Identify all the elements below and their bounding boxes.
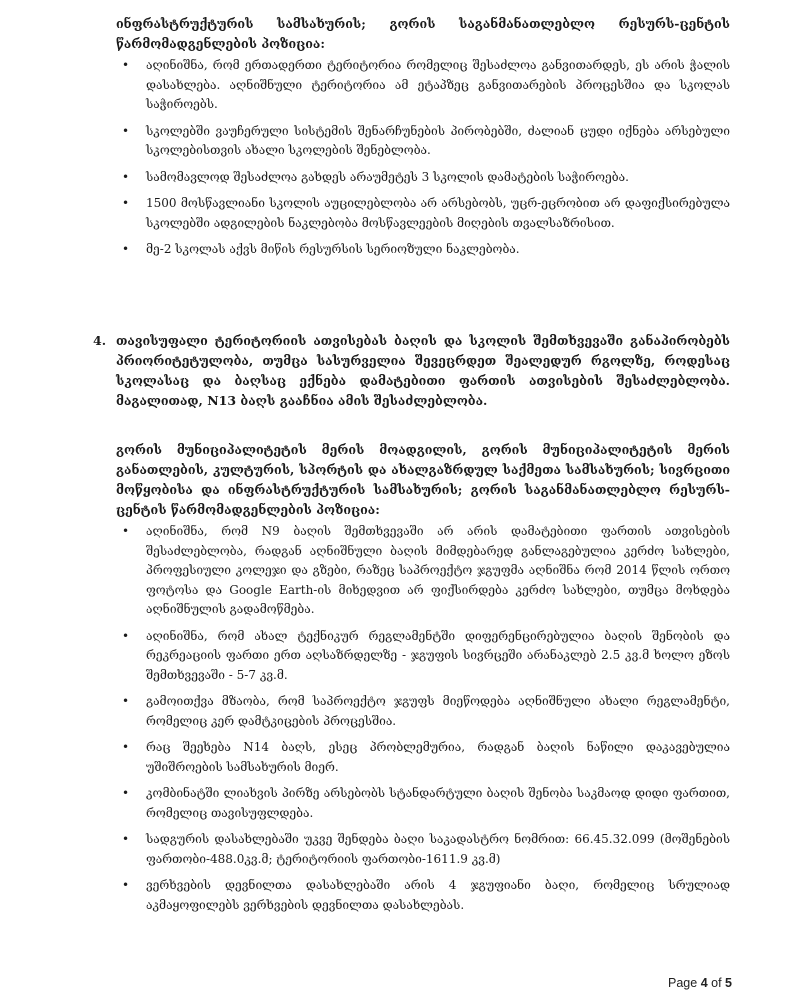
numbered-item-4	[93, 331, 730, 411]
bullet-icon: •	[122, 628, 130, 643]
list-item: • სადგურის დასახლებაში უკვე შენდება ბაღი საკადასტრო ნომრით: 66.45.32.099 (მოშენების ფართობი-488.0კვ.მ; ტერიტორიის ფართობი-1611.9 კვ.მ)	[122, 832, 730, 866]
bullet-icon: •	[122, 878, 130, 892]
list-item: • რაც შეეხება N14 ბაღს, ესეც პრობლემურია, რადგან ბაღის ნაწილი დაკავებულია უშიშროების სამსახურის მიერ.	[122, 740, 730, 774]
bullet-icon: •	[122, 740, 130, 754]
list-item: • აღინიშნა, რომ N9 ბაღის შემთხვევაში არ არის დამატებითი ფართის ათვისების შესაძლებლობა, რადგან აღნიშნული ბაღის მიმდებარედ განლაგებულია კერძო სახლები, პროფესიული კოლეჯი და გზები, რაზეც საპროექტო ჯგუფმა აღნიშნა რომ 2014 წლის ორთო ფოტოსა და Google Earth-ის მიხედვით არ ფიქსირდება კერძო სახლები, თუმცა მოხდება აღნიშნულის გადამოწმება.	[122, 524, 730, 616]
bullet-icon: •	[122, 123, 130, 138]
list-item: • მე-2 სკოლას აქვს მიწის რესურსის სერიოზული ნაკლებობა.	[116, 240, 730, 260]
page-label: Page	[668, 976, 698, 990]
item-4-text: თავისუფალი ტერიტორიის ათვისებას ბაღის და სკოლის შემთხვევაში განაპირობებს პრიორიტეტულობა, თუმცა სასურველია შევეცრდეთ შეალედურ რგოლზე, როდესაც სკოლასაც და ბაღსაც ექნება დამატებითი ფართის ათვისების შესაძლებლობა. მაგალითად, N13 ბაღს გააჩნია ამის შესაძლებლობა.	[116, 333, 730, 408]
page-number-footer	[668, 976, 732, 990]
bullet-icon: •	[122, 524, 130, 538]
section-top-bullets	[116, 56, 730, 260]
page-total: 5	[725, 976, 732, 990]
list-item: • 1500 მოსწავლიანი სკოლის აუცილებლობა არ არსებობს, უცრ-ეცრობით არ დაფიქსირებულა სკოლებში ადგილების ნაკლებობა მოსწავლეების მიღების თვალსაზრისით.	[122, 196, 730, 230]
list-item: • კომბინატში ლიახვის პირზე არსებობს სტანდარტული ბაღის შენობა საკმაოდ დიდი ფართით, რომელიც თავისუფლდება.	[122, 786, 730, 820]
of-label: of	[711, 976, 722, 990]
section-bottom-heading: გორის მუნიციპალიტეტის მერის მოადგილის, გორის მუნიციპალიტეტის მერის განათლების, კულტურის, სპორტის და ახალგაზრდულ საქმეთა სამსახურის; სივრცითი მოწყობისა და ინფრასტრუქტურის სამსახურის; გორის საგანმანათლებლო რესურს-ცენტის წარმომადგენლების პოზიცია:	[116, 442, 730, 517]
bullet-icon: •	[122, 786, 130, 800]
list-item: • სკოლებში ვაუჩერული სისტემის შენარჩუნების პირობებში, ძალიან ცუდი იქნება არსებული სკოლებისთვის ახალი სკოლების შენებლობა.	[122, 123, 730, 157]
list-item: • აღინიშნა, რომ ერთადერთი ტერიტორია რომელიც შესაძლოა განვითარდეს, ეს არის ჭალის დასახლება. აღნიშნული ტერიტორია ამ ეტაპზეც განვითარების პროცესშია და სკოლას საჭიროებს.	[122, 58, 730, 111]
bullet-icon: •	[122, 832, 130, 846]
bullet-icon: •	[122, 58, 130, 72]
page-current: 4	[700, 976, 708, 990]
list-item: • სამომავლოდ შესაძლოა გახდეს არაუმეტეს 3 სკოლის დამატების საჭიროება.	[116, 168, 730, 188]
bullet-icon: •	[122, 242, 130, 256]
list-item: • ვერხვების დევნილთა დასახლებაში არის 4 ჯგუფიანი ბაღი, რომელიც სრულიად აკმაყოფილებს ვერხვების დევნილთა დასახლებას.	[122, 878, 730, 912]
section-top	[116, 14, 730, 267]
list-item: • აღინიშნა, რომ ახალ ტექნიკურ რეგლამენტში დიფერენცირებულია ბაღის შენობის და რეკრეაციის ფართი ერთ აღსაზრდელზე - ჯგუფის სივრცეში არანაკლებ 2.5 კვ.მ ხოლო ეზოს შემთხვევაში - 5-7 კვ.მ.	[122, 628, 730, 682]
section-bottom-bullets	[116, 522, 730, 915]
bullet-icon: •	[122, 169, 130, 184]
list-item: • გამოითქვა მზაობა, რომ საპროექტო ჯგუფს მიეწოდება აღნიშნული ახალი რეგლამენტი, რომელიც კერ დამტკიცების პროცესშია.	[122, 694, 730, 728]
section-bottom	[116, 440, 730, 922]
section-top-heading: ინფრასტრუქტურის სამსახურის; გორის საგანმანათლებლო რესურს-ცენტის წარმომადგენლების პოზიცია:	[116, 16, 730, 51]
bullet-icon: •	[122, 694, 130, 708]
bullet-icon: •	[122, 196, 130, 210]
item-number: 4.	[93, 333, 107, 348]
